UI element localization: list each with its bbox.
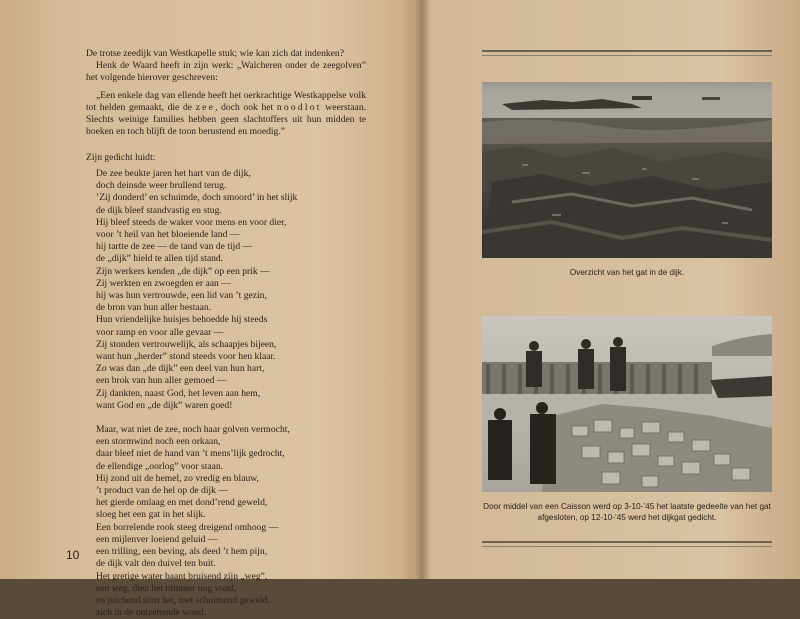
- poem-line: Zij dankten, naast God, het leven aan hem,: [96, 387, 261, 399]
- intro-quote-part-2: , doch ook het: [215, 101, 274, 113]
- photo-caisson-image: [482, 316, 772, 492]
- poem-line: want God en „de dijk” waren goed!: [96, 399, 233, 411]
- poem-line: Zij werkten en zwoegden er aan —: [96, 277, 231, 289]
- intro-quote-part-3: weerstaan. Slechts weinige families hebben geen slachtoffers uit hun midden te boeken en toch blijft de toon berustend en moedig.”: [86, 101, 367, 138]
- poem-line: de „dijk” hield te allen tijd stand.: [96, 253, 224, 265]
- intro-line-2: Henk de Waard heeft in zijn werk: „Walcheren onder de zeegolven” het volgende hierover geschreven:: [86, 60, 366, 84]
- poem-line: want hun „herder” stond steeds voor hen klaar.: [96, 351, 276, 363]
- poem-line: Hij bleef steeds de waker voor mens en voor dier,: [96, 216, 287, 228]
- poem-line: de bron van hun aller bestaan.: [96, 302, 212, 314]
- poem-line: voor ramp en voor alle gevaar —: [96, 326, 224, 338]
- bottom-rule: [482, 541, 772, 547]
- poem-line: en juichend stort het, met schuimend geweld,: [96, 594, 270, 606]
- intro-line-1: De trotse zeedijk van Westkapelle stuk; wie kan zich dat indenken?: [86, 48, 344, 59]
- poem-line: een weg, dien het nimmer nog vond,: [96, 582, 237, 594]
- poem-line: een trilling, een beving, als deed ’t hem pijn,: [96, 546, 268, 558]
- intro-quote-zee: zee: [195, 101, 216, 113]
- photo1-caption: Overzicht van het gat in de dijk.: [569, 268, 685, 277]
- poem-line: Het gretige water baant bruisend zijn „weg”,: [96, 570, 268, 582]
- poem-line: zich in de ontzettende wond.: [96, 607, 207, 619]
- poem-line: Zo was dan „de dijk” een deel van hun hart,: [96, 363, 265, 375]
- poem-line: een mijlenver loeiend geluid —: [96, 533, 218, 545]
- page-number: 10: [66, 548, 80, 562]
- photo2-caption: Door middel van een Caisson werd op 3-10-’45 het laatste gedeelte van het gat afgesloten, op 12-10-’45 werd het dijkgat gedicht.: [483, 502, 771, 522]
- photo-caisson-workers: [482, 316, 772, 492]
- poem-line: het gierde omlaag en met dond’rend geweld,: [96, 497, 268, 509]
- poem-line: Hij zond uit de hemel, zo vredig en blauw,: [96, 472, 259, 484]
- poem-line: hij was hun vertrouwde, een lid van ’t gezin,: [96, 290, 267, 302]
- poem-line: sloeg het een gat in het slijk.: [96, 509, 206, 521]
- intro-text: [86, 48, 366, 138]
- poem-line: Zijn werkers kenden „de dijk” op een prik —: [96, 265, 270, 277]
- poem-line: ’Zij donderd’ en schuimde, doch smoord’ in het slijk: [96, 192, 298, 204]
- poem-stanza-2: [96, 424, 376, 619]
- poem-line: daar bleef niet de hand van ’t mens’lijk gedrocht,: [96, 448, 285, 460]
- photo-dike-breach-overview: [482, 82, 772, 258]
- poem-line: Zij stonden vertrouwelijk, als schaapjes bijeen,: [96, 338, 277, 350]
- poem-line: De zee beukte jaren het hart van de dijk,: [96, 168, 251, 179]
- poem-line: doch deinsde weer brullend terug.: [96, 180, 227, 192]
- poem-line: Een borrelende rook steeg dreigend omhoog —: [96, 521, 279, 533]
- poem-label: Zijn gedicht luidt:: [86, 152, 156, 163]
- poem-line: een stormwind noch een orkaan,: [96, 436, 221, 448]
- poem-line: de dijk valt den duivel ten buit.: [96, 558, 216, 570]
- poem-line: een brok van hun aller gemoed —: [96, 375, 227, 387]
- poem-line: de dijk bleef standvastig en stug.: [96, 204, 222, 216]
- poem-line: Maar, wat niet de zee, noch haar golven vermocht,: [96, 424, 290, 436]
- poem-line: Hun vriendelijke huisjes behoedde hij steeds: [96, 314, 268, 326]
- poem-stanza-1: [96, 168, 376, 412]
- top-rule: [482, 50, 772, 56]
- poem-line: ’t product van de hel op de dijk —: [96, 485, 228, 497]
- poem-line: de ellendige „oorlog” voor staan.: [96, 460, 224, 472]
- poem-line: voor ’t heil van het bloeiende land —: [96, 229, 240, 241]
- intro-quote-noodlot: noodlot: [276, 101, 322, 113]
- photo-dike-breach-image: [482, 82, 772, 258]
- intro-quote-part-1: „Een enkele dag van ellende heeft het oerkrachtige Westkappelse volk tot helden gemaakt, die de: [86, 89, 366, 113]
- poem-line: hij tartte de zee — de tand van de tijd —: [96, 241, 253, 253]
- intro-quote: [86, 90, 366, 139]
- poem: [96, 168, 376, 619]
